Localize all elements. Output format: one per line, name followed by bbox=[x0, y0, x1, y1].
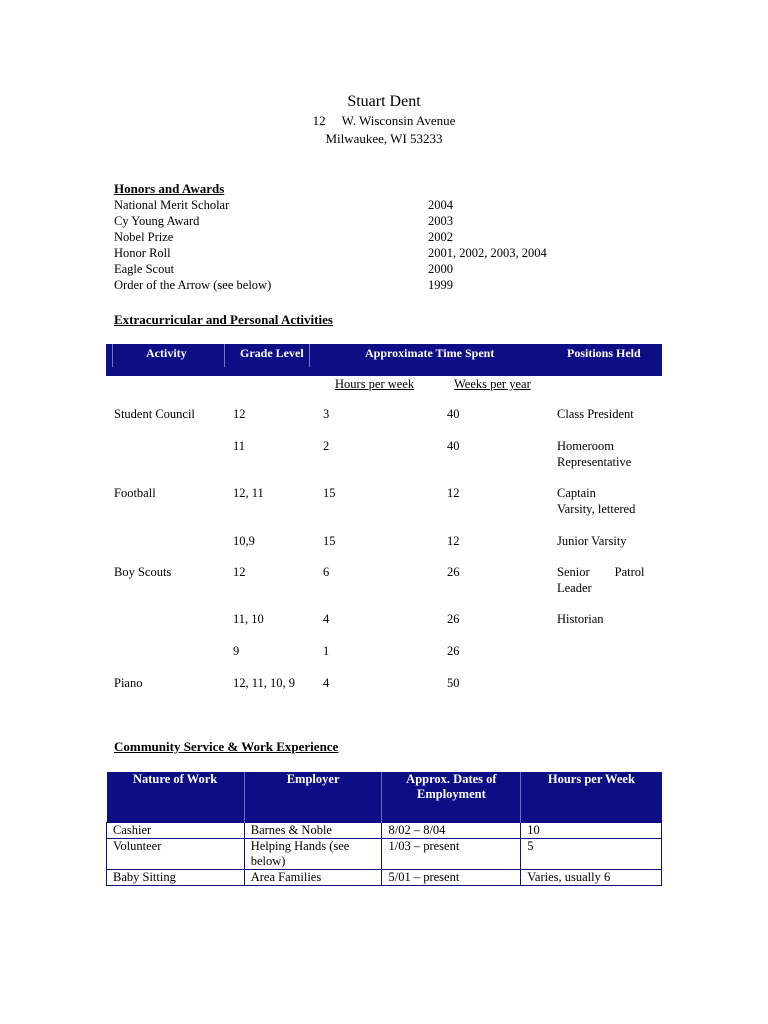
activity-hours: 4 bbox=[323, 676, 330, 690]
activity-weeks: 26 bbox=[447, 644, 460, 658]
activity-weeks: 26 bbox=[447, 565, 460, 579]
activity-grade: 12 bbox=[233, 407, 246, 421]
hours-header-text: Hours per Week bbox=[547, 772, 635, 786]
work-hours: 5 bbox=[521, 839, 662, 870]
activity-position: Class President bbox=[557, 407, 634, 421]
work-hours: Varies, usually 6 bbox=[521, 870, 662, 886]
activity-hours: 4 bbox=[323, 612, 330, 626]
activity-name: Boy Scouts bbox=[114, 565, 172, 579]
activity-hours: 3 bbox=[323, 407, 330, 421]
work-hours: 10 bbox=[521, 823, 662, 839]
honor-name: Honor Roll bbox=[114, 246, 171, 260]
work-table bbox=[106, 772, 662, 886]
address-line-2: Milwaukee, WI 53233 bbox=[325, 131, 443, 146]
activity-name: Student Council bbox=[114, 407, 195, 421]
activity-hours: 1 bbox=[323, 644, 330, 658]
activity-position: Junior Varsity bbox=[557, 534, 627, 548]
table-row bbox=[107, 839, 662, 870]
activity-grade: 12 bbox=[233, 565, 246, 579]
activity-hours: 6 bbox=[323, 565, 330, 579]
dates-header-text-cont: Employment bbox=[417, 787, 486, 801]
work-nature: Cashier bbox=[107, 823, 245, 839]
activity-name: Piano bbox=[114, 676, 143, 690]
work-dates: 8/02 – 8/04 bbox=[382, 823, 521, 839]
activity-position-cont: Varsity, lettered bbox=[557, 502, 636, 516]
activity-grade: 12, 11, 10, 9 bbox=[233, 676, 296, 690]
activity-grade: 11 bbox=[233, 439, 246, 453]
dates-header-text: Approx. Dates of bbox=[406, 772, 497, 786]
work-employer bbox=[244, 823, 382, 839]
activity-hours: 2 bbox=[323, 439, 330, 453]
activity-weeks: 40 bbox=[447, 439, 460, 453]
activity-hours: 15 bbox=[323, 534, 336, 548]
column-divider bbox=[112, 344, 113, 367]
activity-weeks: 40 bbox=[447, 407, 460, 421]
honor-year: 2003 bbox=[428, 214, 453, 228]
honor-year: 1999 bbox=[428, 278, 453, 292]
activity-grade: 12, 11 bbox=[233, 486, 264, 500]
honor-name: Nobel Prize bbox=[114, 230, 174, 244]
activity-weeks: 12 bbox=[447, 534, 460, 548]
work-employer bbox=[244, 870, 382, 886]
activity-weeks: 26 bbox=[447, 612, 460, 626]
activity-weeks: 12 bbox=[447, 486, 460, 500]
work-dates: 1/03 – present bbox=[382, 839, 521, 870]
column-divider bbox=[224, 344, 225, 367]
work-employer-text-cont: below) bbox=[250, 854, 286, 868]
nature-header-text: Nature of Work bbox=[132, 772, 218, 786]
weeks-subheader: Weeks per year bbox=[454, 377, 531, 391]
activity-grade: 11, 10 bbox=[233, 612, 264, 626]
work-nature: Volunteer bbox=[107, 839, 245, 870]
activity-position: Senior Patrol bbox=[557, 565, 645, 579]
column-divider bbox=[309, 344, 310, 367]
activities-title: Extracurricular and Personal Activities bbox=[114, 312, 333, 327]
activity-position: Homeroom bbox=[557, 439, 614, 453]
honor-name: Cy Young Award bbox=[114, 214, 200, 228]
activity-position: Historian bbox=[557, 612, 604, 626]
activity-hours: 15 bbox=[323, 486, 336, 500]
table-row bbox=[107, 870, 662, 886]
work-dates: 5/01 – present bbox=[382, 870, 521, 886]
work-nature: Baby Sitting bbox=[107, 870, 245, 886]
work-employer-text: Helping Hands (see bbox=[250, 839, 350, 853]
work-employer bbox=[244, 839, 382, 870]
dates-column-header bbox=[382, 772, 521, 823]
hours-subheader: Hours per week bbox=[335, 377, 415, 391]
employer-header-text: Employer bbox=[286, 772, 340, 786]
employer-column-header bbox=[244, 772, 382, 823]
address-line-1: 12 W. Wisconsin Avenue bbox=[312, 113, 456, 128]
work-header-row bbox=[107, 772, 662, 823]
honor-year: 2004 bbox=[428, 198, 453, 212]
grade-column-header: Grade Level bbox=[240, 346, 304, 360]
honor-year: 2000 bbox=[428, 262, 453, 276]
nature-column-header bbox=[107, 772, 245, 823]
work-employer-text: Barnes & Noble bbox=[250, 823, 332, 837]
work-employer-text: Area Families bbox=[250, 870, 322, 884]
honor-name: National Merit Scholar bbox=[114, 198, 230, 212]
activities-header-bar bbox=[106, 344, 662, 376]
honor-year: 2002 bbox=[428, 230, 453, 244]
time-column-header: Approximate Time Spent bbox=[365, 346, 495, 360]
activity-position-cont: Representative bbox=[557, 455, 632, 469]
resume-name: Stuart Dent bbox=[347, 93, 421, 110]
honor-name: Order of the Arrow (see below) bbox=[114, 278, 272, 292]
activity-position: Captain bbox=[557, 486, 596, 500]
activity-grade: 9 bbox=[233, 644, 240, 658]
honors-title: Honors and Awards bbox=[114, 181, 225, 196]
table-row bbox=[107, 823, 662, 839]
work-title: Community Service & Work Experience bbox=[114, 739, 339, 754]
activity-name: Football bbox=[114, 486, 156, 500]
activity-weeks: 50 bbox=[447, 676, 460, 690]
hours-column-header bbox=[521, 772, 662, 823]
activity-column-header: Activity bbox=[146, 346, 187, 360]
activity-position-cont: Leader bbox=[557, 581, 592, 595]
honor-name: Eagle Scout bbox=[114, 262, 175, 276]
positions-column-header: Positions Held bbox=[567, 346, 641, 360]
honor-year: 2001, 2002, 2003, 2004 bbox=[428, 246, 547, 260]
activity-grade: 10,9 bbox=[233, 534, 255, 548]
